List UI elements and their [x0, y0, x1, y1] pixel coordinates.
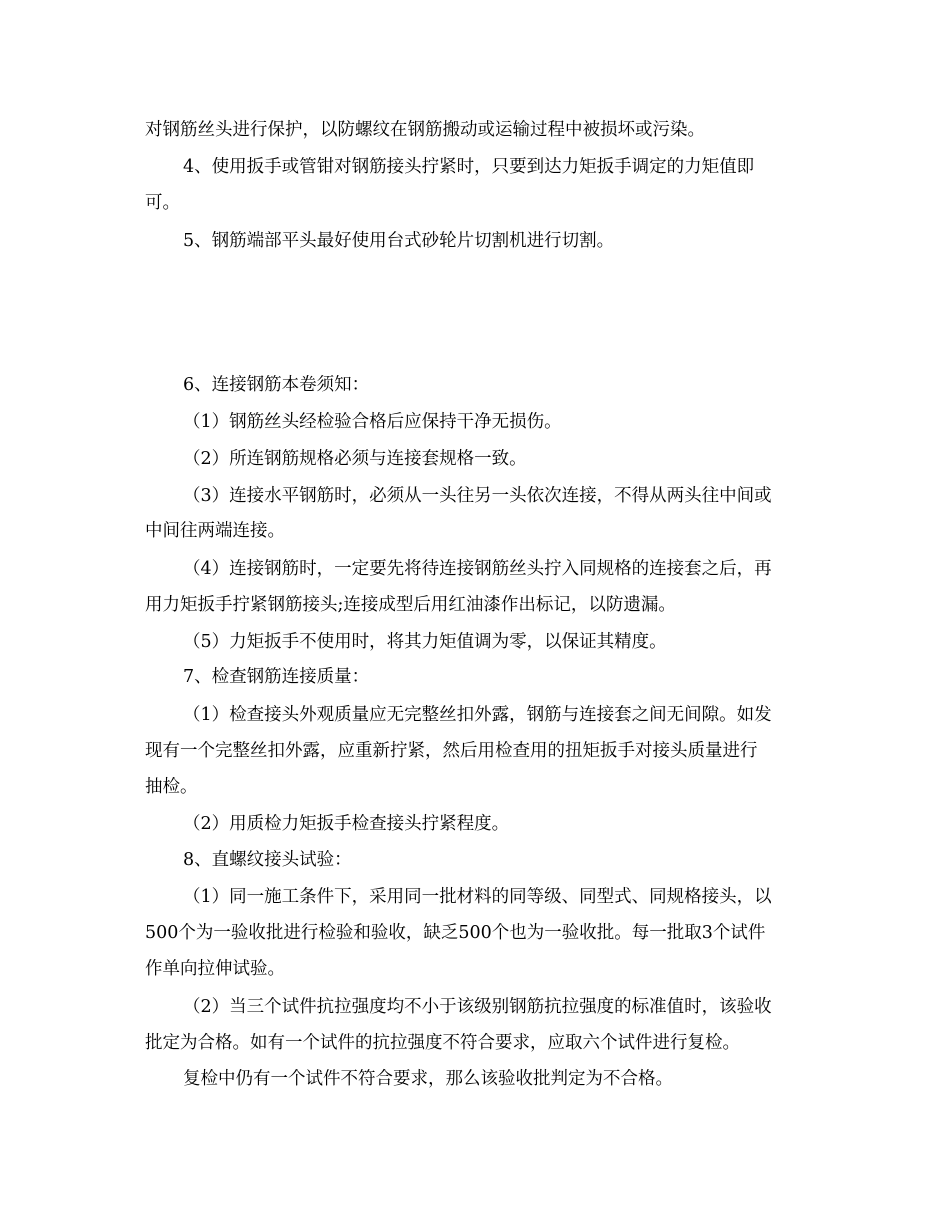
section-heading: 7、检查钢筋连接质量： [183, 667, 370, 687]
section-heading: 8、直螺纹接头试验： [183, 850, 352, 870]
section-heading: 6、连接钢筋本卷须知： [183, 375, 370, 395]
text-line: 5、钢筋端部平头最好使用台式砂轮片切割机进行切割。 [183, 231, 615, 251]
text-line: 500个为一验收批进行检验和验收，缺乏500个也为一验收批。每一批取3个试件 [145, 923, 766, 943]
text-line: （1）钢筋丝头经检验合格后应保持干净无损伤。 [183, 412, 562, 432]
text-line: 现有一个完整丝扣外露，应重新拧紧，然后用检查用的扭矩扳手对接头质量进行 [145, 741, 758, 761]
text-line: （4）连接钢筋时，一定要先将待连接钢筋丝头拧入同规格的连接套之后，再 [183, 559, 772, 579]
text-line: 对钢筋丝头进行保护，以防螺纹在钢筋搬动或运输过程中被损坏或污染。 [145, 120, 705, 140]
text-line: （2）用质检力矩扳手检查接头拧紧程度。 [183, 814, 510, 834]
text-line: （1）检查接头外观质量应无完整丝扣外露，钢筋与连接套之间无间隙。如发 [183, 705, 772, 725]
text-line: 批定为合格。如有一个试件的抗拉强度不符合要求，应取六个试件进行复检。 [145, 1033, 740, 1053]
text-line: 4、使用扳手或管钳对钢筋接头拧紧时，只要到达力矩扳手调定的力矩值即 [183, 157, 755, 177]
text-line: 用力矩扳手拧紧钢筋接头;连接成型后用红油漆作出标记，以防遗漏。 [145, 595, 676, 615]
text-line: （1）同一施工条件下，采用同一批材料的同等级、同型式、同规格接头，以 [183, 887, 772, 907]
text-line: （2）所连钢筋规格必须与连接套规格一致。 [183, 449, 527, 469]
text-line: 复检中仍有一个试件不符合要求，那么该验收批判定为不合格。 [183, 1069, 673, 1089]
text-line: 可。 [145, 193, 180, 213]
text-line: 抽检。 [145, 777, 198, 797]
text-line: （3）连接水平钢筋时，必须从一头往另一头依次连接，不得从两头往中间或 [183, 486, 772, 506]
text-line: 作单向拉伸试验。 [145, 959, 285, 979]
text-line: （5）力矩扳手不使用时，将其力矩值调为零，以保证其精度。 [183, 632, 667, 652]
text-line: 中间往两端连接。 [145, 521, 285, 541]
text-line: （2）当三个试件抗拉强度均不小于该级别钢筋抗拉强度的标准值时，该验收 [183, 997, 772, 1017]
